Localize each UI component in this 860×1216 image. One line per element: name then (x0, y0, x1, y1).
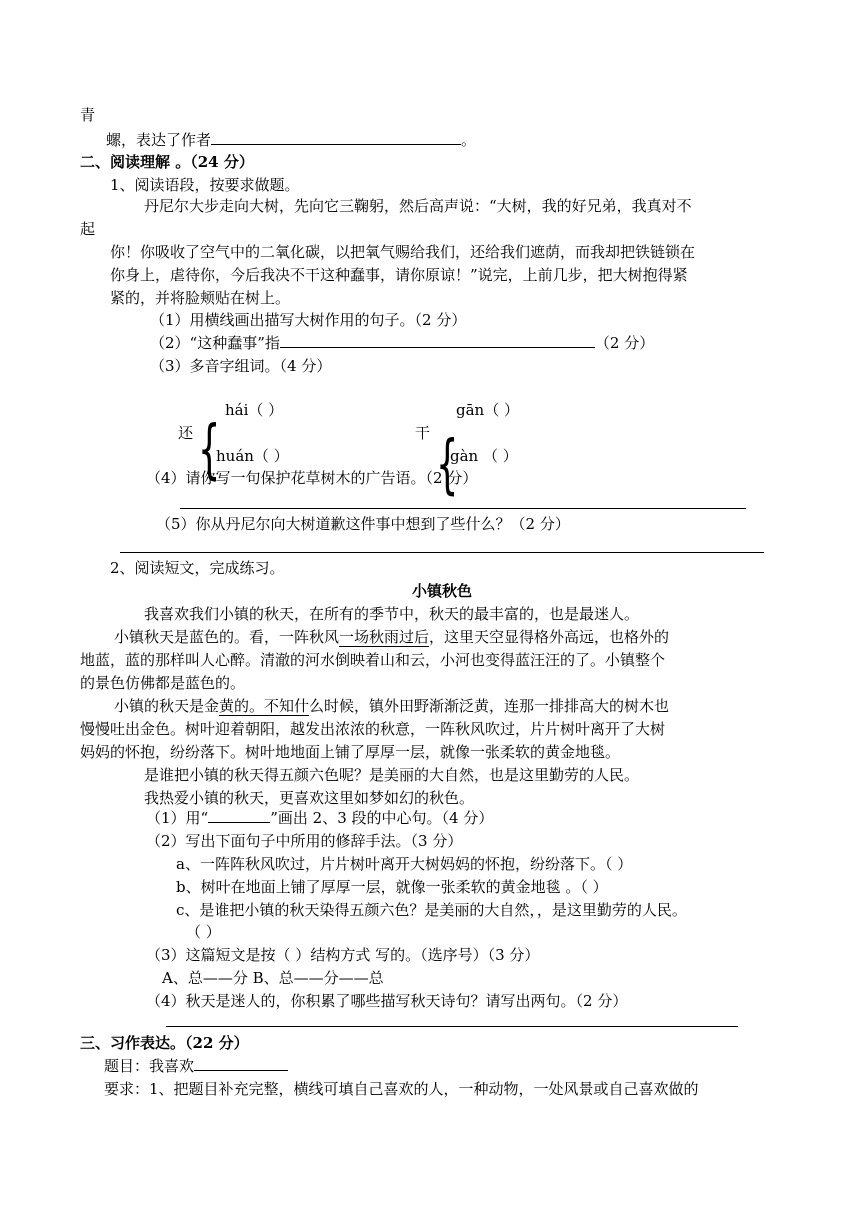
text: （2）“这种蠢事”指 (150, 334, 280, 352)
text: 。 (461, 131, 477, 149)
passage-line: 你身上，虐待你，今后我决不干这种蠢事，请你原谅！”说完，上前几步，把大树抱得紧 (110, 266, 688, 284)
passage-line: 起 (80, 220, 96, 238)
text: （2 分） (594, 334, 655, 352)
answer-line[interactable] (120, 552, 764, 553)
question-2-2: （2）写出下面句子中所用的修辞手法。（3 分） (146, 832, 463, 850)
section-3-heading: 三、习作表达。（22 分） (80, 1034, 249, 1052)
text: ”画出 2、3 段的中心句。（4 分） (270, 809, 494, 827)
text: 小镇的秋天是金 (114, 697, 220, 715)
passage-line: 慢慢吐出金色。树叶迎着朝阳，越发出浓浓的秋意，一阵秋风吹过，片片树叶离开了大树 (80, 720, 666, 738)
question-2-3-options: A、总——分 B、总——分——总 (162, 969, 384, 987)
question-2-3: （3）这篇短文是按（ ）结构方式 写的。（选序号）（3 分） (146, 946, 540, 964)
passage-line (114, 696, 669, 716)
passage-line: 丹尼尔大步走向大树，先向它三鞠躬，然后高声说：“大树，我的好兄弟，我真对不 (144, 197, 692, 215)
text: 题目：我喜欢 (104, 1057, 195, 1075)
question-2-1 (146, 808, 493, 828)
passage-line: 地蓝，蓝的那样叫人心醉。清澈的河水倒映着山和云，小河也变得蓝汪汪的了。小镇整个 (80, 651, 666, 669)
answer-line[interactable] (180, 508, 746, 509)
passage-line: 紧的，并将脸颊贴在树上。 (110, 289, 291, 307)
text: 螺，表达了作者 (106, 131, 212, 149)
question-1-3: （3）多音字组词。（4 分） (150, 357, 332, 375)
question-1-2 (150, 333, 654, 353)
text: 小镇秋天是蓝色的。看，一阵秋风 (114, 628, 340, 646)
passage-line (114, 627, 669, 647)
question-2-2c: c、是谁把小镇的秋天染得五颜六色？是美丽的大自然，，是这里勤劳的人民。 (176, 901, 687, 919)
answer-blank[interactable] (280, 333, 595, 348)
q2-prompt: 2、阅读短文，完成练习。 (110, 559, 285, 577)
passage-line: 是谁把小镇的秋天得五颜六色呢？是美丽的大自然，也是这里勤劳的人民。 (144, 766, 640, 784)
passage-line: 我喜欢我们小镇的秋天，在所有的季节中，秋天的最丰富的，也是最迷人。 (144, 605, 640, 623)
pinyin-gan4: gàn （ ） (450, 447, 518, 465)
answer-blank[interactable] (211, 130, 461, 145)
question-1-4: （4）请你写一句保护花草树木的广告语。（2 分） (146, 469, 478, 487)
text: ，这里天空显得格外高远，也格外的 (429, 628, 670, 646)
question-2-4: （4）秋天是迷人的，你积累了哪些描写秋天诗句？请写出两句。（2 分） (146, 992, 628, 1010)
question-1-5: （5）你从丹尼尔向大树道歉这件事中想到了些什么？（2 分） (156, 515, 570, 533)
passage-line: 妈妈的怀抱，纷纷落下。树叶地地面上铺了厚厚一层，就像一张柔软的黄金地毯。 (80, 743, 621, 761)
brace-icon: { (198, 413, 221, 487)
pinyin-gan1: gān（ ） (456, 401, 519, 419)
passage-line: 你！你吸收了空气中的二氧化碳，以把氧气赐给我们，还给我们遮荫，而我却把铁链锁在 (110, 243, 696, 261)
text: （1）用“ (146, 809, 209, 827)
answer-line[interactable] (166, 1026, 738, 1027)
question-2-2b: b、树叶在地面上铺了厚厚一层，就像一张柔软的黄金地毯 。（ ） (176, 878, 608, 896)
essay-requirement: 要求：1、把题目补充完整，横线可填自己喜欢的人，一种动物，一处风景或自己喜欢做的 (104, 1080, 699, 1098)
char-huan: 还 (178, 424, 194, 442)
pinyin-huan: huán（ ） (216, 447, 289, 465)
passage-title: 小镇秋色 (412, 582, 473, 600)
text: 么时候，镇外田野渐渐泛黄，连那一排排高大的树木也 (309, 697, 670, 715)
underlined-text: 一场秋雨过后 (339, 628, 430, 646)
question-1-1: （1）用横线画出描写大树作用的句子。（2 分） (150, 311, 467, 329)
char-gan: 干 (415, 424, 431, 442)
question-2-2c-answer[interactable]: （ ） (186, 923, 221, 941)
line-luo (106, 130, 476, 150)
brace-icon: { (436, 428, 459, 502)
q1-prompt: 1、阅读语段，按要求做题。 (110, 176, 300, 194)
line-qing: 青 (80, 106, 96, 124)
essay-topic (104, 1056, 288, 1076)
answer-blank[interactable] (208, 808, 270, 823)
answer-blank[interactable] (194, 1056, 288, 1071)
question-2-2a: a、一阵阵秋风吹过，片片树叶离开大树妈妈的怀抱，纷纷落下。（ ） (176, 855, 633, 873)
section-2-heading: 二、阅读理解 。（24 分） (80, 153, 254, 171)
passage-line: 我热爱小镇的秋天，更喜欢这里如梦如幻的秋色。 (144, 789, 475, 807)
pinyin-hai: hái（ ） (225, 401, 284, 419)
underlined-text: 黄的。不知什 (219, 697, 310, 715)
passage-line: 的景色仿佛都是蓝色的。 (80, 674, 246, 692)
